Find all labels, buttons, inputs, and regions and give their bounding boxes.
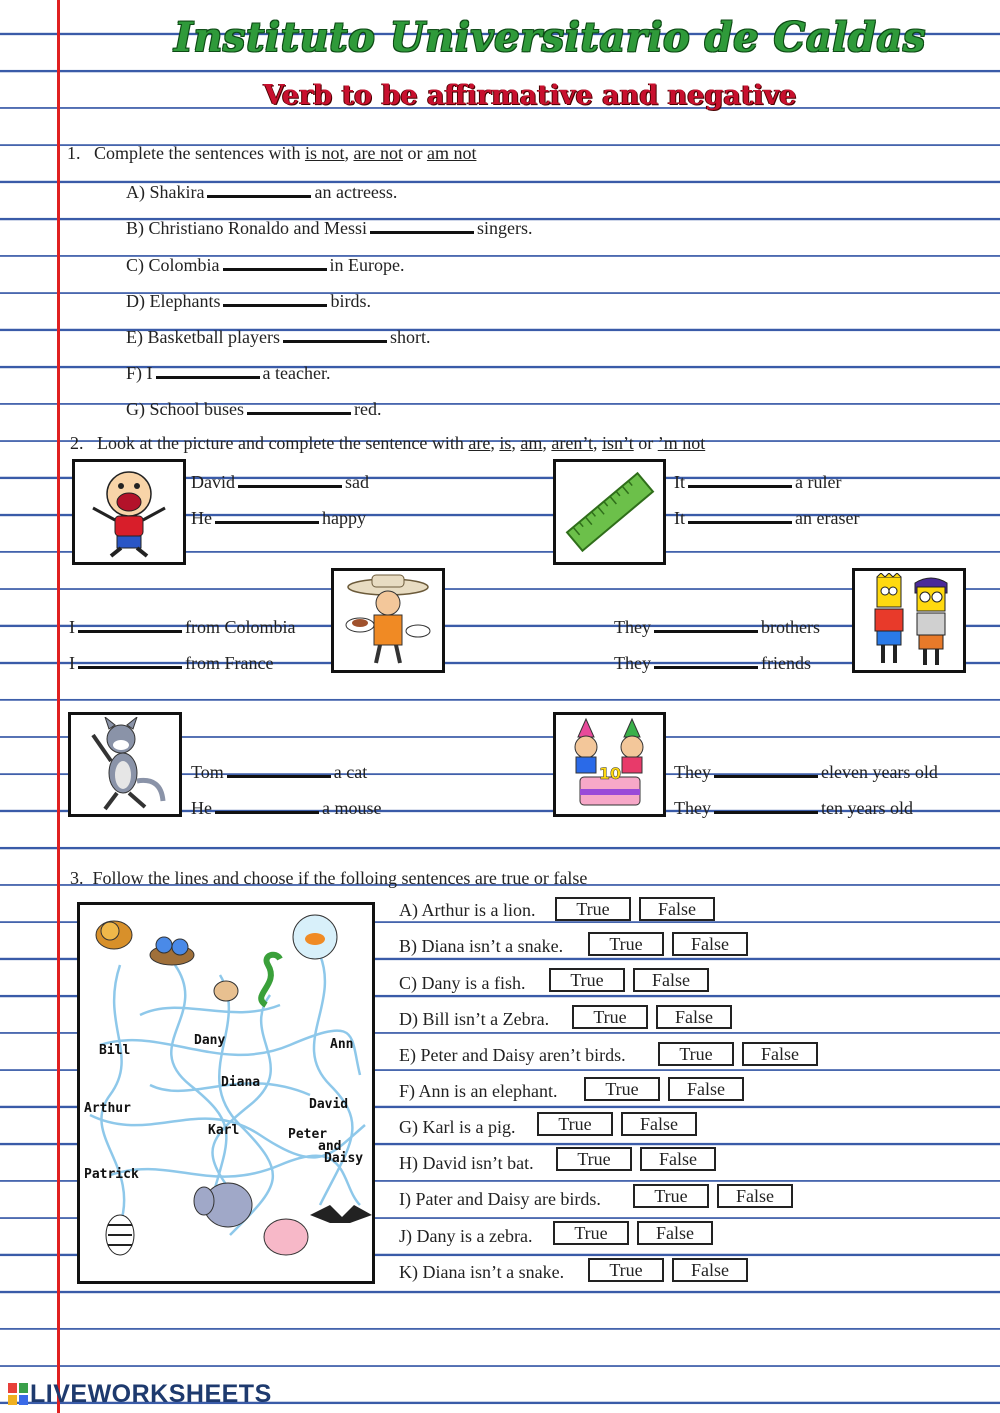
section1-instruction: 1. Complete the sentences with is not, are not or am not: [67, 143, 477, 163]
false-button[interactable]: False: [717, 1184, 793, 1208]
answer-blank[interactable]: [238, 469, 342, 488]
answer-blank[interactable]: [227, 759, 331, 778]
cat-icon: [75, 717, 175, 813]
false-button[interactable]: False: [656, 1005, 732, 1029]
true-button[interactable]: True: [549, 968, 625, 992]
answer-blank[interactable]: [223, 252, 327, 271]
maze-name: Dany: [194, 1033, 226, 1048]
maze-name: Karl: [208, 1123, 240, 1138]
s2-line-ten: They ten years old: [674, 795, 913, 819]
margin-line: [57, 0, 60, 1413]
option-is-not: is not: [304, 143, 345, 163]
cowboy-chef-image: [331, 568, 445, 673]
s1-sentence-d: D) Elephants birds.: [126, 288, 371, 312]
cowboy-chef-icon: [338, 573, 438, 669]
s2-line-france: I from France: [69, 650, 273, 674]
tf-statement: I) Pater and Daisy are birds.: [399, 1189, 601, 1209]
s1-sentence-e: E) Basketball players short.: [126, 324, 430, 348]
tf-statement: B) Diana isn’t a snake.: [399, 936, 564, 956]
false-button[interactable]: False: [633, 968, 709, 992]
tf-statement: G) Karl is a pig.: [399, 1117, 516, 1137]
answer-blank[interactable]: [654, 650, 758, 669]
answer-blank[interactable]: [156, 360, 260, 379]
answer-blank[interactable]: [207, 179, 311, 198]
s1-sentence-f: F) I a teacher.: [126, 360, 330, 384]
s2-line-mouse: He a mouse: [191, 795, 381, 819]
answer-blank[interactable]: [215, 795, 319, 814]
s1-sentence-g: G) School buses red.: [126, 396, 381, 420]
page-subtitle: Verb to be affirmative and negative: [263, 80, 797, 111]
s2-line-brothers: They brothers: [614, 614, 820, 638]
true-button[interactable]: True: [584, 1077, 660, 1101]
birthday-kids-image: [553, 712, 666, 817]
tf-statement: K) Diana isn’t a snake.: [399, 1262, 565, 1282]
happy-boy-icon: [79, 464, 179, 560]
maze-lines-icon: [80, 905, 372, 1281]
answer-blank[interactable]: [247, 396, 351, 415]
answer-blank[interactable]: [714, 795, 818, 814]
answer-blank[interactable]: [688, 505, 792, 524]
answer-blank[interactable]: [283, 324, 387, 343]
maze-name: David: [309, 1097, 349, 1112]
maze-name: and: [318, 1139, 342, 1154]
maze-name: Patrick: [84, 1167, 139, 1182]
ruler-image: [553, 459, 666, 565]
answer-blank[interactable]: [714, 759, 818, 778]
false-button[interactable]: False: [672, 932, 748, 956]
true-button[interactable]: True: [658, 1042, 734, 1066]
tf-statement: E) Peter and Daisy aren’t birds.: [399, 1045, 626, 1065]
tf-statement: F) Ann is an elephant.: [399, 1081, 558, 1101]
section2-instruction: 2. Look at the picture and complete the sentence with are, is, am, aren’t, isn’t or ’m not: [70, 433, 706, 453]
cartoon-friends-icon: [859, 573, 959, 669]
s1-sentence-b: B) Christiano Ronaldo and Messi singers.: [126, 215, 533, 239]
true-button[interactable]: True: [556, 1147, 632, 1171]
bart-milhouse-image: [852, 568, 966, 673]
tf-statement: A) Arthur is a lion.: [399, 900, 536, 920]
maze-image: [77, 902, 375, 1284]
liveworksheets-logo: [8, 1380, 272, 1409]
s1-sentence-a: A) Shakira an actreess.: [126, 179, 397, 203]
maze-name: Daisy: [324, 1151, 364, 1166]
option-are-not: are not: [353, 143, 403, 163]
false-button[interactable]: False: [668, 1077, 744, 1101]
true-button[interactable]: True: [537, 1112, 613, 1136]
true-button[interactable]: True: [633, 1184, 709, 1208]
ruler-icon: [560, 464, 660, 560]
tf-statement: C) Dany is a fish.: [399, 973, 526, 993]
true-button[interactable]: True: [588, 1258, 664, 1282]
true-button[interactable]: True: [555, 897, 631, 921]
maze-name: Diana: [221, 1075, 261, 1090]
s2-line-eraser: It an eraser: [674, 505, 859, 529]
brand-name: LIVEWORKSHEETS: [30, 1380, 272, 1408]
section1-number: 1.: [67, 143, 81, 163]
birthday-cake-icon: [560, 717, 660, 813]
maze-name: Bill: [99, 1043, 131, 1058]
answer-blank[interactable]: [223, 288, 327, 307]
maze-name: Peter: [288, 1127, 328, 1142]
happy-boy-image: [72, 459, 186, 565]
tf-statement: D) Bill isn’t a Zebra.: [399, 1009, 550, 1029]
false-button[interactable]: False: [742, 1042, 818, 1066]
s2-line-tom: Tom a cat: [191, 759, 367, 783]
s1-sentence-c: C) Colombia in Europe.: [126, 252, 404, 276]
tf-statement: H) David isn’t bat.: [399, 1153, 534, 1173]
page-title: Instituto Universitario de Caldas: [174, 14, 926, 61]
answer-blank[interactable]: [688, 469, 792, 488]
answer-blank[interactable]: [654, 614, 758, 633]
section3-instruction: 3. Follow the lines and choose if the folloing sentences are true or false: [70, 868, 588, 888]
false-button[interactable]: False: [637, 1221, 713, 1245]
answer-blank[interactable]: [370, 215, 474, 234]
false-button[interactable]: False: [621, 1112, 697, 1136]
maze-name: Arthur: [84, 1101, 131, 1116]
maze-name: Ann: [330, 1037, 354, 1052]
true-button[interactable]: True: [572, 1005, 648, 1029]
s2-line-friends: They friends: [614, 650, 811, 674]
false-button[interactable]: False: [639, 897, 715, 921]
false-button[interactable]: False: [672, 1258, 748, 1282]
liveworksheets-logo-icon: [8, 1383, 28, 1405]
answer-blank[interactable]: [215, 505, 319, 524]
s2-line-he-happy: He happy: [191, 505, 366, 529]
true-button[interactable]: True: [553, 1221, 629, 1245]
cake-number: 10: [598, 763, 621, 783]
s2-line-colombia: I from Colombia: [69, 614, 296, 638]
answer-blank[interactable]: [78, 650, 182, 669]
true-button[interactable]: True: [588, 932, 664, 956]
s2-line-david: David sad: [191, 469, 369, 493]
tom-cat-image: [68, 712, 182, 817]
option-am-not: am not: [426, 143, 477, 163]
false-button[interactable]: False: [640, 1147, 716, 1171]
s2-line-eleven: They eleven years old: [674, 759, 938, 783]
tf-statement: J) Dany is a zebra.: [399, 1226, 533, 1246]
s2-line-ruler: It a ruler: [674, 469, 841, 493]
answer-blank[interactable]: [78, 614, 182, 633]
